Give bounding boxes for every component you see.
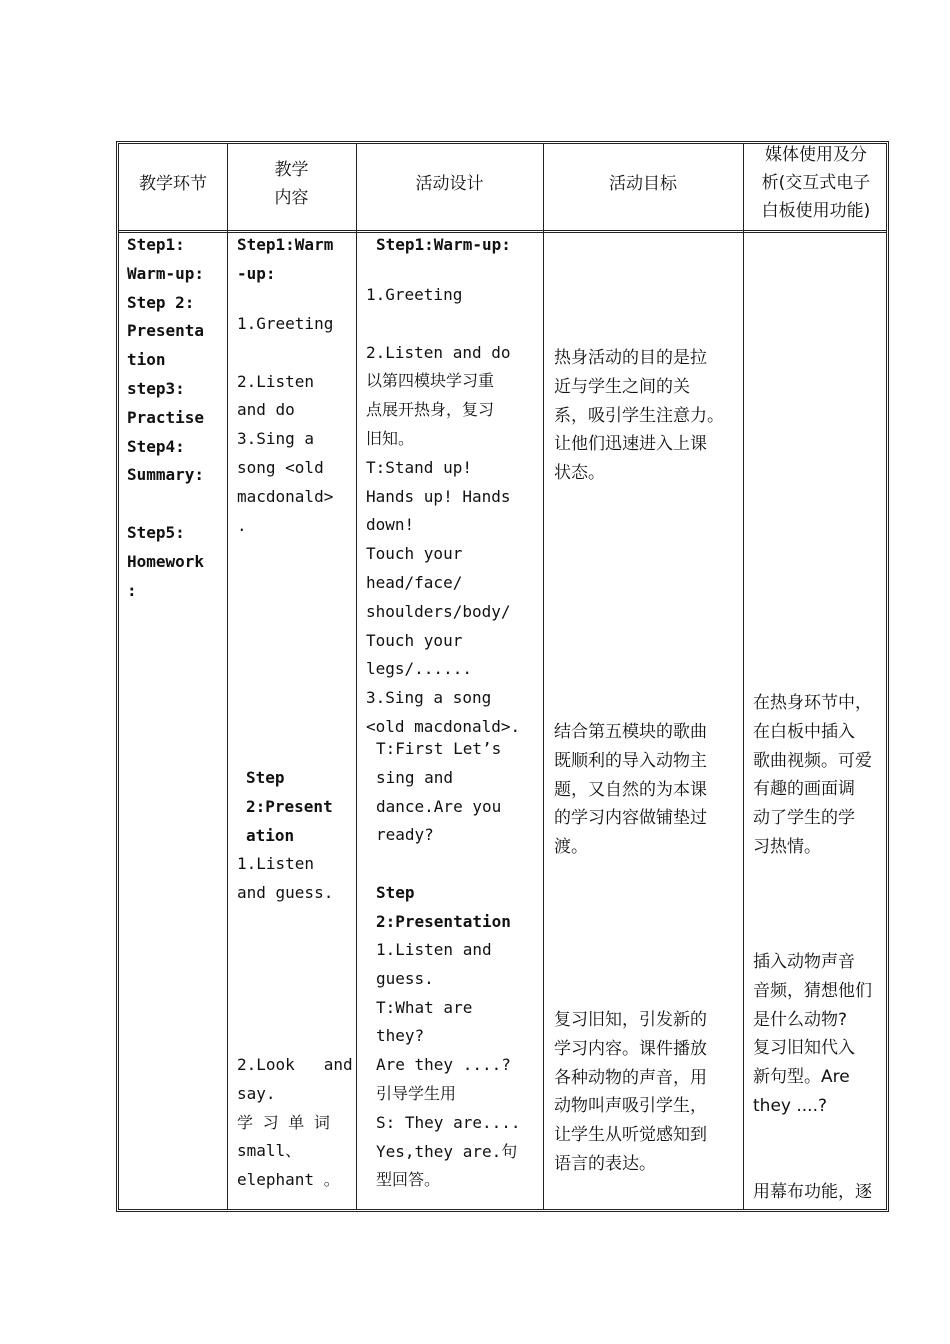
activity-step1-text: 1.Greeting 2.Listen and do 以第四模块学习重 点展开热身，复习 旧知。 T:Stand up! Hands up! Hands down! Touch your head/face/ shoulders/body/ Touch your legs/...... 3.Sing a song <old macdonald>. (366, 285, 521, 736)
column-divider (743, 144, 744, 1209)
header-teaching-content: 教学 内容 (274, 160, 309, 208)
goal-review: 复习旧知，引发新的 学习内容。课件播放 各种动物的声音，用 动物叫声吸引学生， 让学生从听觉感知到 语言的表达。 (554, 1010, 707, 1174)
header-activity-design: 活动设计 (415, 174, 484, 194)
header-media-analysis: 媒体使用及分 析(交互式电子 白板使用功能) (761, 145, 871, 221)
activity-step2-text: 1.Listen and guess. T:What are they? Are they ....? 引导学生用 S: They are.... Yes,they are.句 型回答。 (376, 940, 521, 1190)
steps-list: Step1: Warm-up: Step 2: Presenta tion step3: Practise Step4: Summary: Step5: Homework : (127, 235, 205, 600)
header-activity-goal: 活动目标 (609, 174, 677, 194)
activity-step1-cont: T:First Let’s sing and dance.Are you ready? (376, 739, 502, 845)
content-step2-title: Step 2:Present ation (246, 768, 333, 845)
activity-step2-title: Step 2:Presentation (376, 883, 511, 931)
content-step2-items: 1.Listen and guess. (237, 854, 334, 902)
column-divider (543, 144, 544, 1209)
media-song-video: 在热身环节中， 在白板中插入 歌曲视频。可爱 有趣的画面调 动了学生的学 习热情。 (753, 693, 872, 857)
media-curtain-function: 用幕布功能，逐 (753, 1182, 872, 1202)
goal-song-lead-in: 结合第五模块的歌曲 既顺利的导入动物主 题，又自然的为本课 的学习内容做铺垫过 渡。 (554, 722, 707, 858)
lesson-plan-table (116, 141, 889, 1212)
goal-warm-up: 热身活动的目的是拉 近与学生之间的关 系，吸引学生注意力。 让他们迅速进入上课 状态。 (554, 348, 724, 484)
column-divider (356, 144, 357, 1209)
content-step1-title: Step1:Warm -up: (237, 235, 334, 283)
column-divider (227, 144, 228, 1209)
content-step1-items: 1.Greeting 2.Listen and do 3.Sing a song <old macdonald> . (237, 314, 334, 535)
content-look-and-say: 2.Look and say. 学 习 单 词 small、 elephant 。 (237, 1055, 353, 1190)
header-teaching-stage: 教学环节 (139, 174, 207, 194)
activity-step1-title: Step1:Warm-up: (376, 235, 511, 254)
media-animal-audio: 插入动物声音 音频，猜想他们 是什么动物? 复习旧知代入 新句型。Are they ....? (753, 952, 872, 1116)
